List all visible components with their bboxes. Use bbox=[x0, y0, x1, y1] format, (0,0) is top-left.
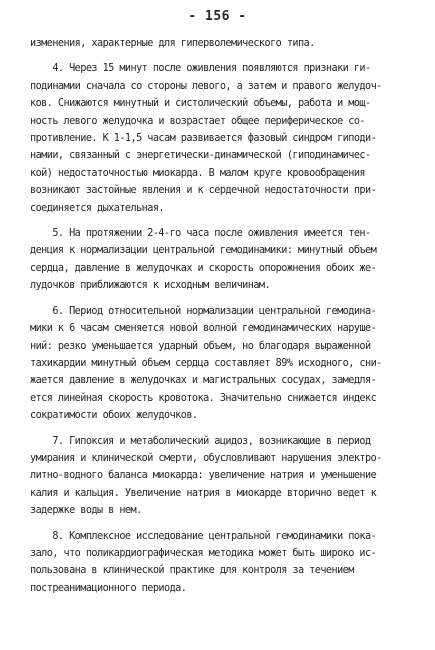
text-line: литно-водного баланса миокарда: увеличение натрия и уменьшение bbox=[30, 470, 377, 482]
text-line: намии, связанный с энергетически-динамической (гиподинамичес- bbox=[30, 150, 371, 162]
text-line: ний: резко уменьшается ударный объем, но благодаря выраженной bbox=[30, 340, 371, 352]
text-line: постреанимационного периода. bbox=[30, 582, 187, 594]
text-line: зало, что поликардиографическая методика может быть широко ис- bbox=[30, 547, 377, 559]
text-line: изменения, характерные для гиперволемического типа. bbox=[30, 38, 315, 49]
text-line: кой) недостаточностью миокарда. В малом круге кровообращения bbox=[30, 167, 366, 179]
text-line: денция к нормализации центральной гемодинамики: минутный объем bbox=[30, 245, 377, 257]
text-line: 5. На протяжении 2-4-го часа после оживления имеется тен- bbox=[30, 228, 371, 240]
text-line: жается давление в желудочках и магистральных сосудах, замедля- bbox=[30, 375, 377, 387]
document-body bbox=[30, 35, 416, 605]
text-line: ков. Снижаются минутный и систолический объемы, работа и мощ- bbox=[30, 98, 371, 110]
paragraph bbox=[30, 35, 416, 52]
text-line: 6. Период относительной нормализации центральной гемодина- bbox=[30, 305, 377, 317]
paragraph bbox=[30, 60, 416, 217]
page-number: - 156 - bbox=[188, 9, 247, 24]
text-line: противление. К 1-1,5 часам развивается фазовый синдром гиподи- bbox=[30, 133, 377, 145]
text-line: ется линейная скорость кровотока. Значительно снижается индекс bbox=[30, 392, 377, 404]
paragraph bbox=[30, 433, 416, 520]
text-line: ность левого желудочка и возрастает общее периферическое со- bbox=[30, 115, 366, 127]
text-line: 8. Комплексное исследование центральной гемодинамики пока- bbox=[30, 530, 377, 542]
text-line: сократимости обоих желудочков. bbox=[30, 410, 198, 422]
text-line: калия и кальция. Увеличение натрия в миокарде вторично ведет к bbox=[30, 487, 377, 499]
text-line: тахикардии минутный объем сердца составляет 89% исходного, сни- bbox=[30, 357, 382, 369]
text-line: задержке воды в нем. bbox=[30, 505, 142, 517]
paragraph bbox=[30, 528, 416, 598]
paragraph bbox=[30, 225, 416, 295]
text-line: 7. Гипоксия и метаболический ацидоз, возникающие в период bbox=[30, 435, 371, 447]
text-line: лудочков приближаются к исходным величинам. bbox=[30, 280, 271, 292]
text-line: возникают застойные явления и к сердечной недостаточности при- bbox=[30, 185, 377, 197]
text-line: подинамии сначала со стороны левого, а затем и правого желудоч- bbox=[30, 80, 382, 92]
paragraph bbox=[30, 303, 416, 425]
text-line: мики к 6 часам сменяется новой волной гемодинамических наруше- bbox=[30, 323, 377, 335]
text-line: соединяется дыхательная. bbox=[30, 202, 165, 214]
text-line: умирания и клинической смерти, обусловливают нарушения электро- bbox=[30, 452, 382, 464]
text-line: сердца, давление в желудочках и скорость опорожнения обоих же- bbox=[30, 262, 377, 274]
text-line: 4. Через 15 минут после оживления появляются признаки ги- bbox=[30, 63, 371, 75]
text-line: пользована в клинической практике для контроля за течением bbox=[30, 565, 354, 577]
